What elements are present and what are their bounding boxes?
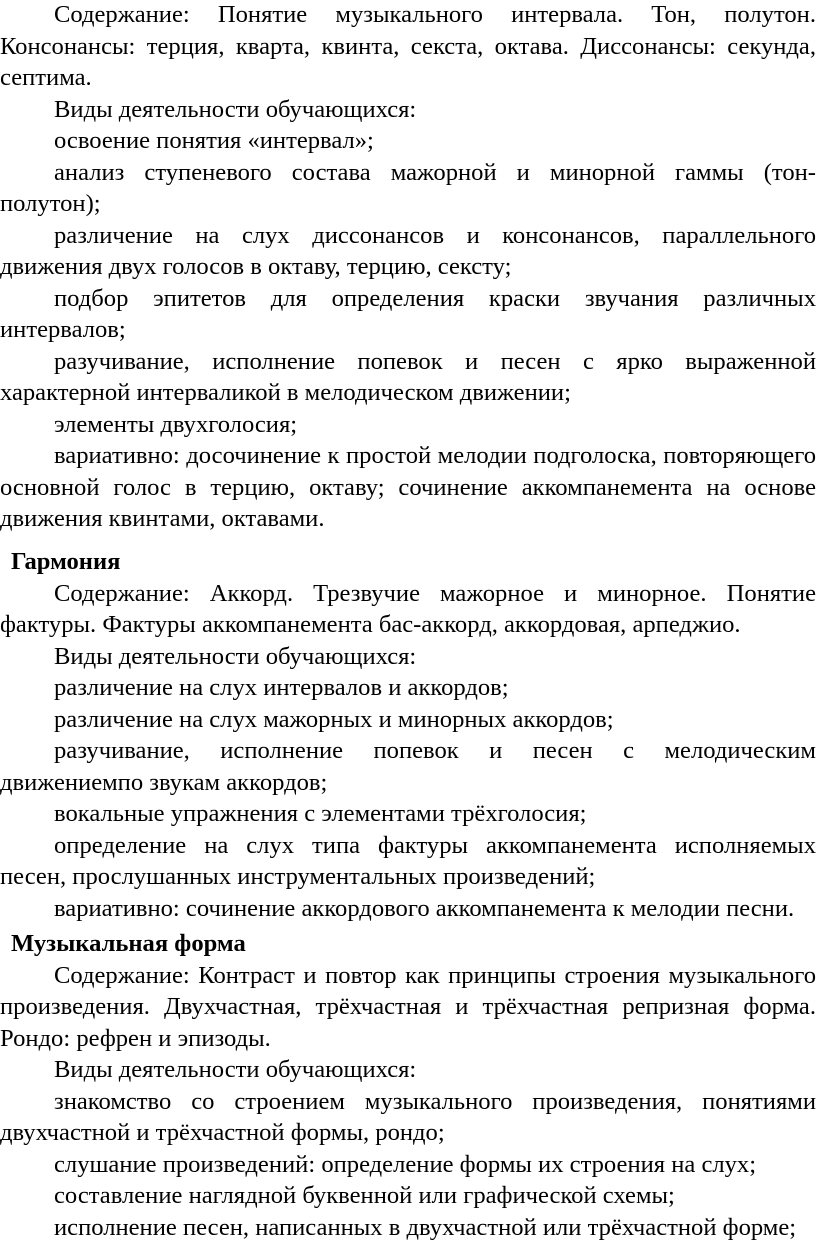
form-activities-title: Виды деятельности обучающихся: bbox=[54, 1056, 417, 1083]
harmony-content: Содержание: Аккорд. Трезвучие мажорное и минорное. Понятие фактуры. Фактуры аккомпанемента бас-аккорд, аккордовая, арпеджио. bbox=[0, 579, 816, 638]
intervals-activity-1: освоение понятия «интервал»; bbox=[54, 127, 374, 154]
harmony-activity-5: определение на слух типа фактуры аккомпанемента исполняемых песен, прослушанных инструментальных произведений; bbox=[0, 831, 816, 890]
form-activity-4: исполнение песен, написанных в двухчастной или трёхчастной форме; bbox=[54, 1213, 797, 1241]
form-activity-3: составление наглядной буквенной или графической схемы; bbox=[54, 1182, 675, 1209]
form-heading: Музыкальная форма bbox=[11, 930, 246, 957]
form-activity-2: слушание произведений: определение формы их строения на слух; bbox=[54, 1150, 757, 1178]
intervals-activity-5: разучивание, исполнение попевок и песен с ярко выраженной характерной интерваликой в мелодическом движении; bbox=[0, 347, 816, 406]
harmony-activity-1: различение на слух интервалов и аккордов; bbox=[54, 674, 509, 701]
intervals-activity-7: вариативно: досочинение к простой мелодии подголоска, повторяющего основной голос в терцию, октаву; сочинение аккомпанемента на основе движения квинтами, октавами. bbox=[0, 442, 816, 532]
harmony-activities-title: Виды деятельности обучающихся: bbox=[54, 642, 417, 670]
harmony-activity-4: вокальные упражнения с элементами трёхголосия; bbox=[54, 800, 587, 827]
section-harmony bbox=[0, 546, 816, 924]
intervals-activity-3: различение на слух диссонансов и консонансов, параллельного движения двух голосов в октаву, терцию, сексту; bbox=[0, 221, 816, 280]
section-form bbox=[0, 928, 816, 1243]
harmony-activity-2: различение на слух мажорных и минорных аккордов; bbox=[54, 705, 614, 733]
harmony-activity-6: вариативно: сочинение аккордового аккомпанемента к мелодии песни. bbox=[54, 894, 795, 922]
form-activity-1: знакомство со строением музыкального произведения, понятиями двухчастной и трёхчастной формы, рондо; bbox=[0, 1087, 816, 1146]
intervals-content: Содержание: Понятие музыкального интервала. Тон, полутон. Консонансы: терция, кварта, квинта, секста, октава. Диссонансы: секунда, септима. bbox=[0, 1, 816, 91]
intervals-activity-2: анализ ступеневого состава мажорной и минорной гаммы (тон-полутон); bbox=[0, 158, 816, 217]
harmony-heading: Гармония bbox=[11, 548, 121, 575]
intervals-activity-6: элементы двухголосия; bbox=[54, 410, 298, 438]
intervals-activities-title: Виды деятельности обучающихся: bbox=[54, 95, 417, 123]
harmony-activity-3: разучивание, исполнение попевок и песен с мелодическим движениемпо звукам аккордов; bbox=[0, 737, 816, 796]
section-intervals bbox=[0, 0, 816, 535]
form-content: Содержание: Контраст и повтор как принципы строения музыкального произведения. Двухчастная, трёхчастная и трёхчастная репризная форма. Рондо: рефрен и эпизоды. bbox=[0, 961, 816, 1052]
intervals-activity-4: подбор эпитетов для определения краски звучания различных интервалов; bbox=[0, 284, 816, 343]
